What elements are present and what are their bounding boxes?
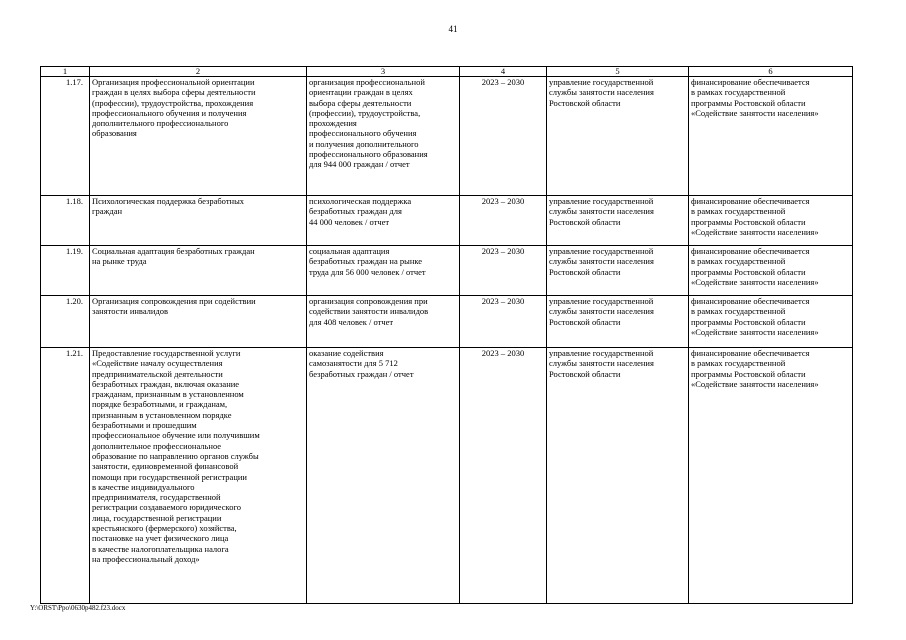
measure-cell: Психологическая поддержка безработных граждан — [90, 196, 307, 246]
result-cell: психологическая поддержка безработных граждан для 44 000 человек / отчет — [307, 196, 460, 246]
funding-cell: финансирование обеспечивается в рамках государственной программы Ростовской области «Содействие занятости населения» — [689, 246, 853, 296]
funding-cell: финансирование обеспечивается в рамках государственной программы Ростовской области «Содействие занятости населения» — [689, 348, 853, 604]
executor-cell: управление государственной службы занятости населения Ростовской области — [547, 246, 689, 296]
column-number-4: 4 — [460, 67, 547, 77]
row-number: 1.17. — [41, 77, 90, 196]
column-number-2: 2 — [90, 67, 307, 77]
executor-cell: управление государственной службы занятости населения Ростовской области — [547, 196, 689, 246]
row-number: 1.20. — [41, 296, 90, 348]
table-row — [41, 296, 853, 348]
term-cell: 2023 – 2030 — [460, 348, 547, 604]
measure-cell: Организация профессиональной ориентации граждан в целях выбора сферы деятельности (профессии), трудоустройства, прохождения профессионального обучения и получения дополнительного профессионального образования — [90, 77, 307, 196]
column-number-3: 3 — [307, 67, 460, 77]
term-cell: 2023 – 2030 — [460, 296, 547, 348]
table-row — [41, 196, 853, 246]
table-row — [41, 246, 853, 296]
row-number: 1.21. — [41, 348, 90, 604]
row-number: 1.19. — [41, 246, 90, 296]
column-number-1: 1 — [41, 67, 90, 77]
executor-cell: управление государственной службы занятости населения Ростовской области — [547, 77, 689, 196]
column-number-6: 6 — [689, 67, 853, 77]
table-row — [41, 348, 853, 604]
table-row — [41, 77, 853, 196]
result-cell: организация сопровождения при содействии занятости инвалидов для 408 человек / отчет — [307, 296, 460, 348]
page-number: 41 — [448, 24, 458, 34]
measure-cell: Социальная адаптация безработных граждан на рынке труда — [90, 246, 307, 296]
result-cell: оказание содействия самозанятости для 5 712 безработных граждан / отчет — [307, 348, 460, 604]
measure-cell: Предоставление государственной услуги «Содействие началу осуществления предпринимательской деятельности безработных граждан, включая оказание гражданам, признанным в установленном порядке безработными, и гражданам, признанным в установленном порядке безработными и прошедшим профессиональное обучение или получившим дополнительное профессиональное образование по направлению органов службы занятости, единовременной финансовой помощи при государственной регистрации в качестве индивидуального предпринимателя, государственной регистрации создаваемого юридического лица, государственной регистрации крестьянского (фермерского) хозяйства, постановке на учет физического лица в качестве налогоплательщика налога на профессиональный доход» — [90, 348, 307, 604]
funding-cell: финансирование обеспечивается в рамках государственной программы Ростовской области «Содействие занятости населения» — [689, 77, 853, 196]
funding-cell: финансирование обеспечивается в рамках государственной программы Ростовской области «Содействие занятости населения» — [689, 296, 853, 348]
term-cell: 2023 – 2030 — [460, 246, 547, 296]
funding-cell: финансирование обеспечивается в рамках государственной программы Ростовской области «Содействие занятости населения» — [689, 196, 853, 246]
executor-cell: управление государственной службы занятости населения Ростовской области — [547, 296, 689, 348]
measures-table — [40, 66, 853, 604]
table-header-row — [41, 67, 853, 77]
column-number-5: 5 — [547, 67, 689, 77]
executor-cell: управление государственной службы занятости населения Ростовской области — [547, 348, 689, 604]
row-number: 1.18. — [41, 196, 90, 246]
term-cell: 2023 – 2030 — [460, 77, 547, 196]
result-cell: организация профессиональной ориентации граждан в целях выбора сферы деятельности (профессии), трудоустройства, прохождения профессионального обучения и получения дополнительного профессионального образования для 944 000 граждан / отчет — [307, 77, 460, 196]
result-cell: социальная адаптация безработных граждан на рынке труда для 56 000 человек / отчет — [307, 246, 460, 296]
term-cell: 2023 – 2030 — [460, 196, 547, 246]
document-file-path: Y:\ORST\Ppo\0630p482.f23.docx — [30, 604, 126, 612]
measure-cell: Организация сопровождения при содействии занятости инвалидов — [90, 296, 307, 348]
